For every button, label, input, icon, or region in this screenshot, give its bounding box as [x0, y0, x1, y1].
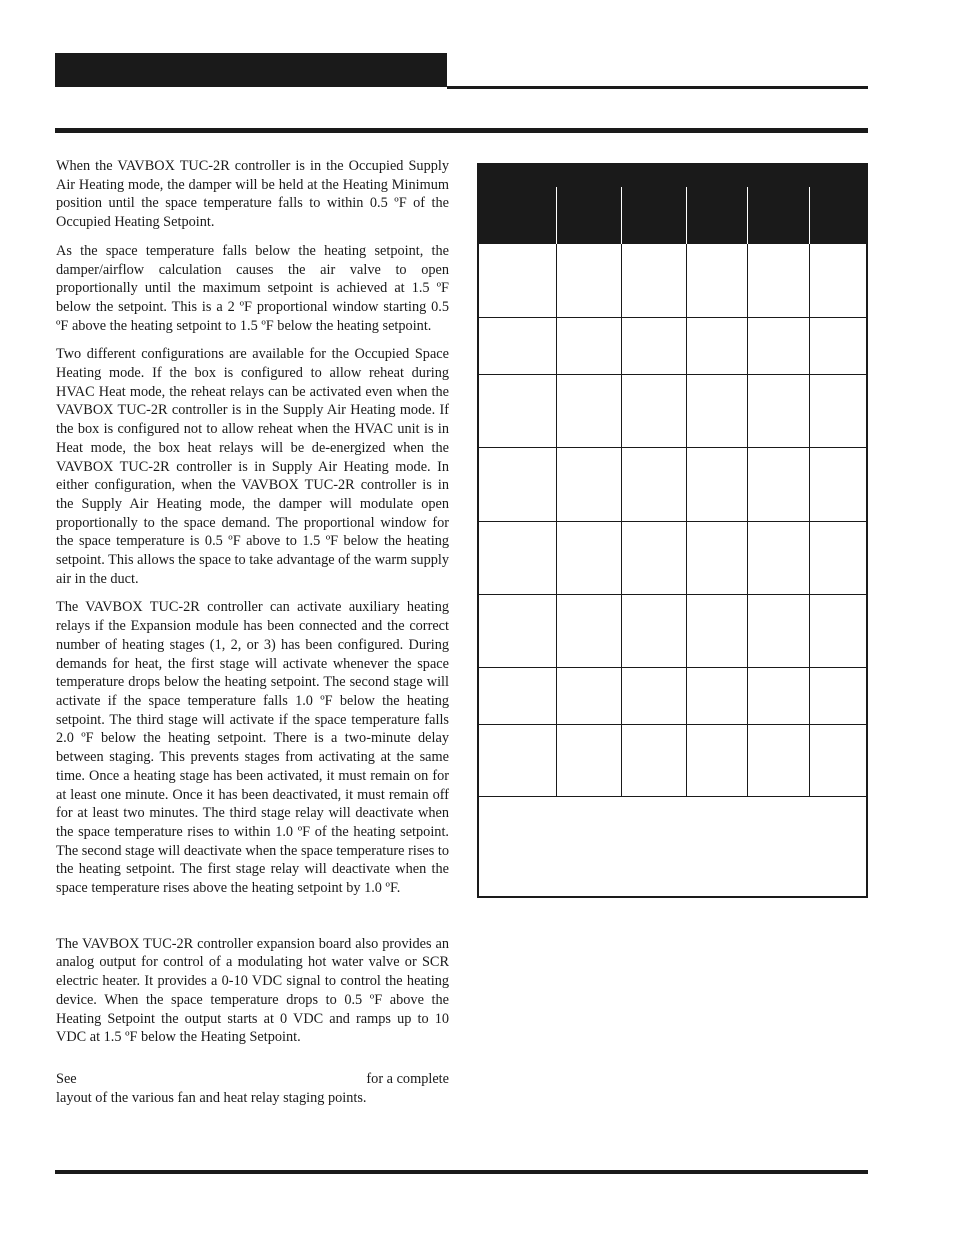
table-cell	[557, 595, 622, 667]
table-cell	[622, 448, 687, 521]
table-header-cell	[479, 187, 557, 244]
table-cell	[479, 668, 557, 724]
table-cell	[687, 668, 748, 724]
table-row	[479, 668, 866, 725]
table-cell	[748, 318, 810, 374]
table-header-cell	[748, 187, 810, 244]
table-cell	[748, 595, 810, 667]
table-header-cell	[687, 187, 748, 244]
table-row	[479, 448, 866, 522]
table-cell	[479, 244, 557, 317]
paragraph-analog-output: The VAVBOX TUC-2R controller expansion board also provides an analog output for control of a modulating hot water valve or SCR electric heater. It provides a 0-10 VDC signal to control the heating device. When the space temperature drops to 0.5 ºF above the Heating Setpoint the output starts at 0 VDC and ramps up to 10 VDC at 1.5 ºF below the Heating Setpoint.	[56, 935, 449, 1046]
table-header-cell	[810, 187, 870, 244]
table-cell	[622, 595, 687, 667]
table-row	[479, 244, 866, 318]
table-cell	[479, 448, 557, 521]
staging-table	[477, 163, 868, 898]
table-cell	[557, 318, 622, 374]
bottom-rule	[55, 1170, 868, 1174]
paragraph-supply-air-heating: When the VAVBOX TUC-2R controller is in the Occupied Supply Air Heating mode, the damper will be held at the Heating Minimum position until the space temperature falls to within 0.5 ºF of the Occupied Heating Setpoint.	[56, 158, 449, 231]
table-cell	[622, 244, 687, 317]
table-cell	[687, 318, 748, 374]
table-cell	[557, 725, 622, 796]
table-row	[479, 725, 866, 797]
header-rule	[447, 86, 868, 89]
table-cell	[622, 668, 687, 724]
table-cell	[748, 725, 810, 796]
table-cell	[687, 725, 748, 796]
table-cell	[557, 244, 622, 317]
table-cell	[622, 318, 687, 374]
table-header-cell	[557, 187, 622, 244]
paragraph-auxiliary-heating: The VAVBOX TUC-2R controller can activate auxiliary heating relays if the Expansion module has been connected and the correct number of heating stages (1, 2, or 3) has been configured. During demands for heat, the first stage will activate whenever the space temperature drops below the heating setpoint. The second stage will activate if the space temperature falls 1.0 ºF below the heating setpoint. The third stage will activate if the space temperature falls 2.0 ºF below the heating setpoint. There is a two-minute delay between staging. This prevents stages from activating at the same time. Once a heating stage has been activated, it must remain on for at least one minute. Once it has been deactivated, it must remain off for at least two minutes. The third stage relay will deactivate when the space temperature rises to within 1.0 ºF of the heating setpoint. The second stage will deactivate when the space temperature rises to the heating setpoint. The first stage relay will deactivate when the space temperature rises above the heating setpoint by 1.0 ºF.	[56, 599, 450, 897]
see-suffix: for a complete	[366, 1071, 449, 1087]
table-cell	[687, 595, 748, 667]
table-cell	[479, 595, 557, 667]
table-cell	[557, 448, 622, 521]
table-cell	[748, 375, 810, 447]
paragraph-configurations: Two different configurations are available for the Occupied Space Heating mode. If the box is configured to allow reheat during HVAC Heat mode, the reheat relays can be activated even when the VAVBOX TUC-2R controller is in the Supply Air Heating mode. If the box is configured not to allow reheat when the HVAC unit is in Heat mode, the box heat relays will be de-energized when the VAVBOX TUC-2R controller is in Supply Air Heating mode. In either configuration, when the VAVBOX TUC-2R controller is in the Supply Air Heating mode, the damper will modulate open proportionally to the space demand. The proportional window for the space temperature is 0.5 ºF above to 1.5 ºF below the heating setpoint. This allows the space to take advantage of the warm supply air in the duct.	[56, 346, 449, 587]
see-continuation: layout of the various fan and heat relay staging points.	[56, 1090, 367, 1106]
table-row	[479, 522, 866, 595]
table-header-cell	[622, 187, 687, 244]
table-cell	[748, 522, 810, 594]
table-header-row	[479, 187, 866, 244]
see-prefix: See	[56, 1071, 77, 1087]
table-title-bar	[479, 165, 866, 187]
table-cell	[622, 522, 687, 594]
table-cell	[557, 522, 622, 594]
top-rule	[55, 128, 868, 133]
header-bar	[55, 53, 447, 87]
table-footnote-area	[479, 795, 866, 896]
table-cell	[479, 318, 557, 374]
table-row	[479, 318, 866, 375]
table-cell	[622, 725, 687, 796]
table-cell	[687, 522, 748, 594]
table-cell	[687, 375, 748, 447]
table-cell	[479, 375, 557, 447]
paragraph-proportional-window: As the space temperature falls below the heating setpoint, the damper/airflow calculation causes the air valve to open proportionally until the maximum setpoint is achieved at 1.5 ºF below the setpoint. This is a 2 ºF proportional window starting 0.5 ºF above the heating setpoint to 1.5 ºF below the heating setpoint.	[56, 242, 449, 334]
body-text-column	[56, 157, 449, 1057]
table-cell	[557, 668, 622, 724]
table-row	[479, 595, 866, 668]
table-row	[479, 375, 866, 448]
table-cell	[748, 448, 810, 521]
table-cell	[479, 522, 557, 594]
table-cell	[622, 375, 687, 447]
table-cell	[687, 244, 748, 317]
table-cell	[479, 725, 557, 796]
table-cell	[748, 244, 810, 317]
table-cell	[557, 375, 622, 447]
table-cell	[748, 668, 810, 724]
table-cell	[687, 448, 748, 521]
